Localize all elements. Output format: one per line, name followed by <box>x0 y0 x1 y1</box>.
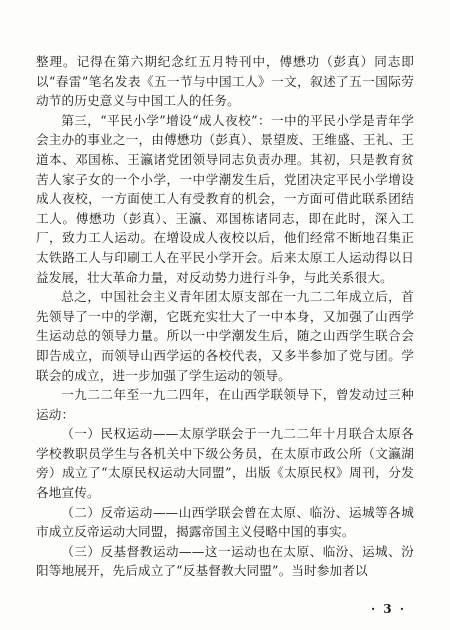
paragraph-three-movements: 一九二二年至一九二四年，在山西学联领导下，曾发动过三种运动： <box>36 387 414 422</box>
paragraph-youth-league: 总之，中国社会主义青年团太原支部在一九二二年成立后，首先领导了一中的学潮，它既充实壮大了一中本身，又加强了山西学生运动总的领导力量。所以一中学潮发生后，随之山西学生联合会即告成立，而领导山西学运的各校代表，又多半参加了党与团。学联会的成立，进一步加强了学生运动的领导。 <box>36 289 414 383</box>
paragraph-continued: 整理。记得在第六期纪念红五月特刊中，傅懋功（彭真）同志即以“春雷”笔名发表《五一节与中国工人》一文，叙述了五一国际劳动节的历史意义与中国工人的任务。 <box>36 54 414 109</box>
paragraph-pingmin-school: 第三，“平民小学”增设“成人夜校”：一中的平民小学是青年学会主办的事业之一，由傅懋功（彭真）、景望废、王维盛、王礼、王道本、邓国栋、王瀛诸党团领导同志负责办理。其初，只是教育贫苦人家子女的一个小学，一中学潮发生后，党团决定平民小学增设成人夜校，一方面使工人有受教育的机会，一方面可借此联系团结工人。傅懋功（彭真）、王瀛、邓国栋诸同志，即在此时，深入工厂，致力工人运动。在增设成人夜校以后，他们经常不断地召集正太铁路工人与印刷工人在平民小学开会。后来太原工人运动得以日益发展，壮大革命力量，对反动势力进行斗争，与此关系很大。 <box>36 112 414 285</box>
paragraph-civil-rights: （一）民权运动——太原学联会于一九二二年十月联合太原各学校教职员学生与各机关中下级公务员，在太原市政公所（文瀛湖旁）成立了“太原民权运动大同盟”，出版《太原民权》周刊，分发各地宣传。 <box>36 426 414 501</box>
page-number: · 3 · <box>370 602 406 616</box>
paragraph-anti-imperialism: （二）反帝运动——山西学联会曾在太原、临汾、运城等各城市成立反帝运动大同盟，揭露帝国主义侵略中国的事实。 <box>36 504 414 540</box>
page-body <box>36 52 414 581</box>
paragraph-anti-christian: （三）反基督教运动——这一运动也在太原、临汾、运城、汾阳等地展开，先后成立了“反基督教大同盟”。当时参加者以 <box>36 543 414 579</box>
